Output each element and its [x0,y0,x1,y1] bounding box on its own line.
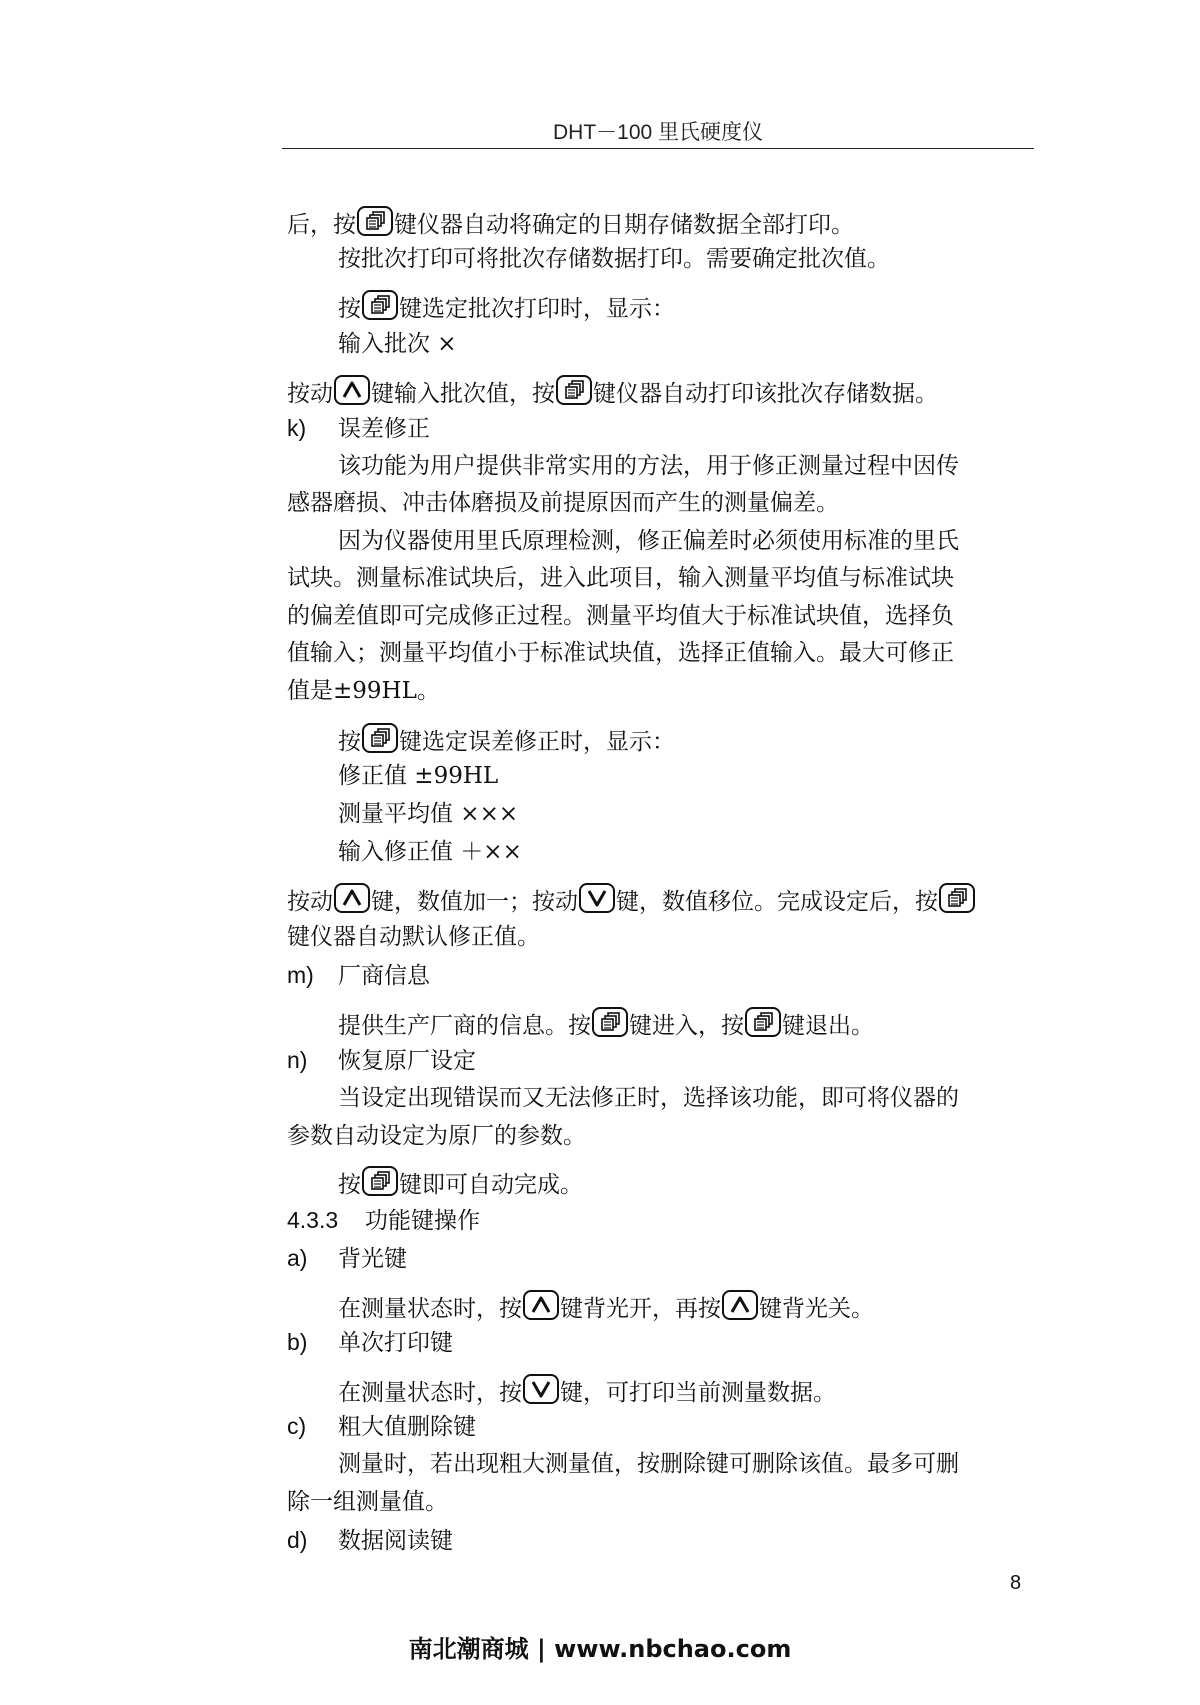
up-arrow-icon [334,883,370,913]
text-line: 按 键选定批次打印时，显示： [338,290,675,324]
down-arrow-icon [523,1374,559,1404]
footer-watermark: 南北潮商城 | www.nbchao.com [408,1635,792,1663]
display-line: 输入批次 × [338,331,457,357]
text-line: 按批次打印可将批次存储数据打印。需要确定批次值。 [338,246,890,272]
paragraph-line: 当设定出现错误而又无法修正时，选择该功能，即可将仪器的 [338,1085,959,1111]
copy-pages-icon [939,883,975,913]
up-arrow-icon [334,375,370,405]
section-heading: d) 数据阅读键 [287,1527,453,1554]
section-heading: a) 背光键 [287,1245,407,1272]
copy-pages-icon [556,375,592,405]
section-heading: m) 厂商信息 [287,962,430,989]
copy-pages-icon [362,290,398,320]
paragraph-line: 值输入；测量平均值小于标准试块值，选择正值输入。最大可修正 [287,640,954,666]
paragraph-line: 除一组测量值。 [287,1489,448,1515]
text-line: 提供生产厂商的信息。按 键进入，按 键退出。 [338,1007,874,1041]
copy-pages-icon [357,206,393,236]
text-line: 在测量状态时，按 键背光开，再按 键背光关。 [338,1290,874,1324]
display-line: 测量平均值 ××× [338,801,519,827]
text-line: 按动 键，数值加一；按动 键，数值移位。完成设定后，按 [287,883,976,917]
paragraph-line: 感器磨损、冲击体磨损及前提原因而产生的测量偏差。 [287,490,839,516]
paragraph-line: 参数自动设定为原厂的参数。 [287,1123,586,1149]
page-number: 8 [1010,1572,1022,1594]
paragraph-line: 试块。测量标准试块后，进入此项目，输入测量平均值与标准试块 [287,565,954,591]
paragraph-line: 测量时，若出现粗大测量值，按删除键可删除该值。最多可删 [338,1451,959,1477]
header-rule [282,148,1034,149]
display-line: 修正值 ±99HL [338,763,499,789]
display-line: 输入修正值 ＋×× [338,839,522,865]
section-heading: k) 误差修正 [287,415,430,442]
copy-pages-icon [362,1166,398,1196]
paragraph-line: 值是±99HL。 [287,678,440,704]
copy-pages-icon [745,1007,781,1037]
paragraph-line: 该功能为用户提供非常实用的方法，用于修正测量过程中因传 [338,453,959,479]
up-arrow-icon [722,1290,758,1320]
down-arrow-icon [579,883,615,913]
text-line: 在测量状态时，按 键，可打印当前测量数据。 [338,1374,836,1408]
section-heading: n) 恢复原厂设定 [287,1047,476,1074]
paragraph-line: 因为仪器使用里氏原理检测，修正偏差时必须使用标准的里氏 [338,528,959,554]
text-line: 键仪器自动默认修正值。 [287,924,540,950]
text-line: 后，按 键仪器自动将确定的日期存储数据全部打印。 [287,206,854,240]
running-header: DHT－100 里氏硬度仪 [552,121,764,144]
paragraph-line: 的偏差值即可完成修正过程。测量平均值大于标准试块值，选择负 [287,603,954,629]
up-arrow-icon [523,1290,559,1320]
section-heading: b) 单次打印键 [287,1329,453,1356]
text-line: 按 键即可自动完成。 [338,1166,583,1200]
text-line: 按动 键输入批次值，按 键仪器自动打印该批次存储数据。 [287,375,938,409]
section-heading: c) 粗大值删除键 [287,1413,476,1440]
copy-pages-icon [362,723,398,753]
copy-pages-icon [592,1007,628,1037]
section-heading: 4.3.3 功能键操作 [287,1207,480,1234]
text-line: 按 键选定误差修正时，显示： [338,723,675,757]
